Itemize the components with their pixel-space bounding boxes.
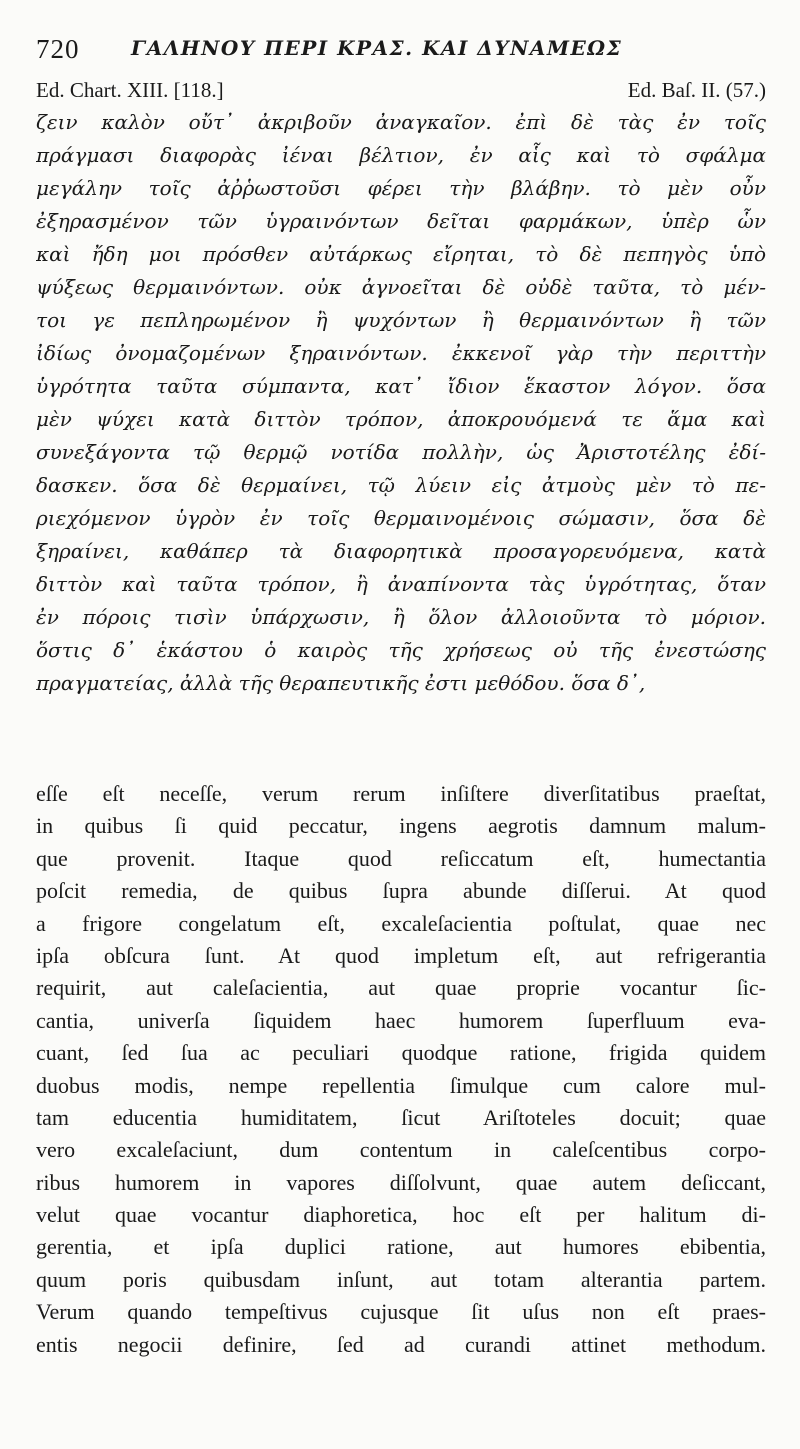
latin-line: vero excaleſaciunt, dum contentum in caleſcentibus corpo- — [36, 1137, 766, 1163]
latin-line: cuant, ſed ſua ac peculiari quodque ratione, frigida quidem — [36, 1040, 766, 1066]
greek-line: ὑγρότητα ταῦτα σύμπαντα, κατ᾽ ἴδιον ἕκαστον λόγον. ὅσα — [36, 374, 766, 398]
latin-text-block — [36, 778, 766, 1361]
greek-line: πράγμασι διαφορὰς ἰέναι βέλτιον, ἐν αἷς καὶ τὸ σφάλμα — [36, 143, 766, 167]
greek-line: τοι γε πεπληρωμένον ἢ ψυχόντων ἢ θερμαινόντων ἢ τῶν — [36, 308, 766, 332]
greek-line: καὶ ἤδη μοι πρόσθεν αὐτάρκως εἴρηται, τὸ δὲ πεπηγὸς ὑπὸ — [36, 242, 766, 266]
greek-line: μεγάλην τοῖς ἀῤῥωστοῦσι φέρει τὴν βλάβην. τὸ μὲν οὖν — [36, 176, 766, 200]
latin-line: quum poris quibusdam inſunt, aut totam alterantia partem. — [36, 1266, 766, 1292]
latin-line: Verum quando tempeſtivus cujusque ſit uſus non eſt praes- — [36, 1299, 766, 1325]
greek-line: ψύξεως θερμαινόντων. οὐκ ἀγνοεῖται δὲ οὐδὲ ταῦτα, τὸ μέν- — [36, 275, 766, 299]
latin-line: ribus humorem in vapores diſſolvunt, quae autem deſiccant, — [36, 1169, 766, 1195]
edition-references — [36, 78, 766, 108]
greek-line: δασκεν. ὅσα δὲ θερμαίνει, τῷ λύειν εἰς ἀτμοὺς μὲν τὸ πε- — [36, 473, 766, 497]
latin-line: duobus modis, nempe repellentia ſimulque cum calore mul- — [36, 1072, 766, 1098]
greek-line: ἐξηρασμένον τῶν ὑγραινόντων δεῖται φαρμάκων, ὑπὲρ ὧν — [36, 209, 766, 233]
greek-line: ἐν πόροις τισὶν ὑπάρχωσιν, ἢ ὅλον ἀλλοιοῦντα τὸ μόριον. — [36, 605, 766, 629]
latin-line: in quibus ſi quid peccatur, ingens aegrotis damnum malum- — [36, 813, 766, 839]
greek-text-block — [36, 106, 766, 700]
latin-line: a frigore congelatum eſt, excaleſacientia poſtulat, quae nec — [36, 910, 766, 936]
greek-line: ριεχόμενον ὑγρὸν ἐν τοῖς θερμαινομένοις σώμασιν, ὅσα δὲ — [36, 506, 766, 530]
latin-line: velut quae vocantur diaphoretica, hoc eſt per halitum di- — [36, 1202, 766, 1228]
latin-line: que provenit. Itaque quod reſiccatum eſt, humectantia — [36, 845, 766, 871]
greek-line: πραγματείας, ἀλλὰ τῆς θεραπευτικῆς ἐστι μεθόδου. ὅσα δ᾽, — [36, 671, 646, 695]
latin-line: ipſa obſcura ſunt. At quod impletum eſt, aut refrigerantia — [36, 942, 766, 968]
greek-line: ζειν καλὸν οὔτ᾽ ἀκριβοῦν ἀναγκαῖον. ἐπὶ δὲ τὰς ἐν τοῖς — [36, 110, 766, 134]
greek-line: ξηραίνει, καθάπερ τὰ διαφορητικὰ προσαγορευόμενα, κατὰ — [36, 539, 766, 563]
latin-line: tam educentia humiditatem, ſicut Ariſtoteles docuit; quae — [36, 1104, 766, 1130]
latin-line: cantia, univerſa ſiquidem haec humorem ſuperfluum eva- — [36, 1007, 766, 1033]
greek-line: ὅστις δ᾽ ἑκάστου ὁ καιρὸς τῆς χρήσεως οὐ τῆς ἐνεστώσης — [36, 638, 766, 662]
latin-line: poſcit remedia, de quibus ſupra abunde diſſerui. At quod — [36, 878, 766, 904]
latin-line: eſſe eſt neceſſe, verum rerum inſiſtere diverſitatibus praeſtat, — [36, 781, 766, 806]
page-number: 720 — [36, 34, 80, 64]
edition-basel-reference: Ed. Baſ. II. (57.) — [627, 78, 766, 102]
greek-line: διττὸν καὶ ταῦτα τρόπον, ἢ ἀναπίνοντα τὰς ὑγρότητας, ὅταν — [36, 572, 766, 596]
running-title: ΓΑΛΗΝΟΥ ΠΕΡΙ ΚΡΑΣ. ΚΑΙ ΔΥΝΑΜΕΩΣ — [131, 36, 623, 60]
page-header — [36, 30, 766, 66]
greek-line: ἰδίως ὀνομαζομένων ξηραινόντων. ἐκκενοῖ γὰρ τὴν περιττὴν — [36, 341, 766, 365]
latin-line: gerentia, et ipſa duplici ratione, aut humores ebibentia, — [36, 1234, 766, 1260]
latin-line: requirit, aut caleſacientia, aut quae proprie vocantur ſic- — [36, 975, 766, 1001]
greek-line: μὲν ψύχει κατὰ διττὸν τρόπον, ἀποκρουόμενά τε ἅμα καὶ — [36, 407, 766, 431]
edition-chart-reference: Ed. Chart. XIII. [118.] — [36, 78, 224, 102]
greek-line: συνεξάγοντα τῷ θερμῷ νοτίδα πολλὴν, ὡς Ἀριστοτέλης ἐδί- — [36, 440, 766, 464]
latin-line: entis negocii definire, ſed ad curandi attinet methodum. — [36, 1331, 766, 1357]
